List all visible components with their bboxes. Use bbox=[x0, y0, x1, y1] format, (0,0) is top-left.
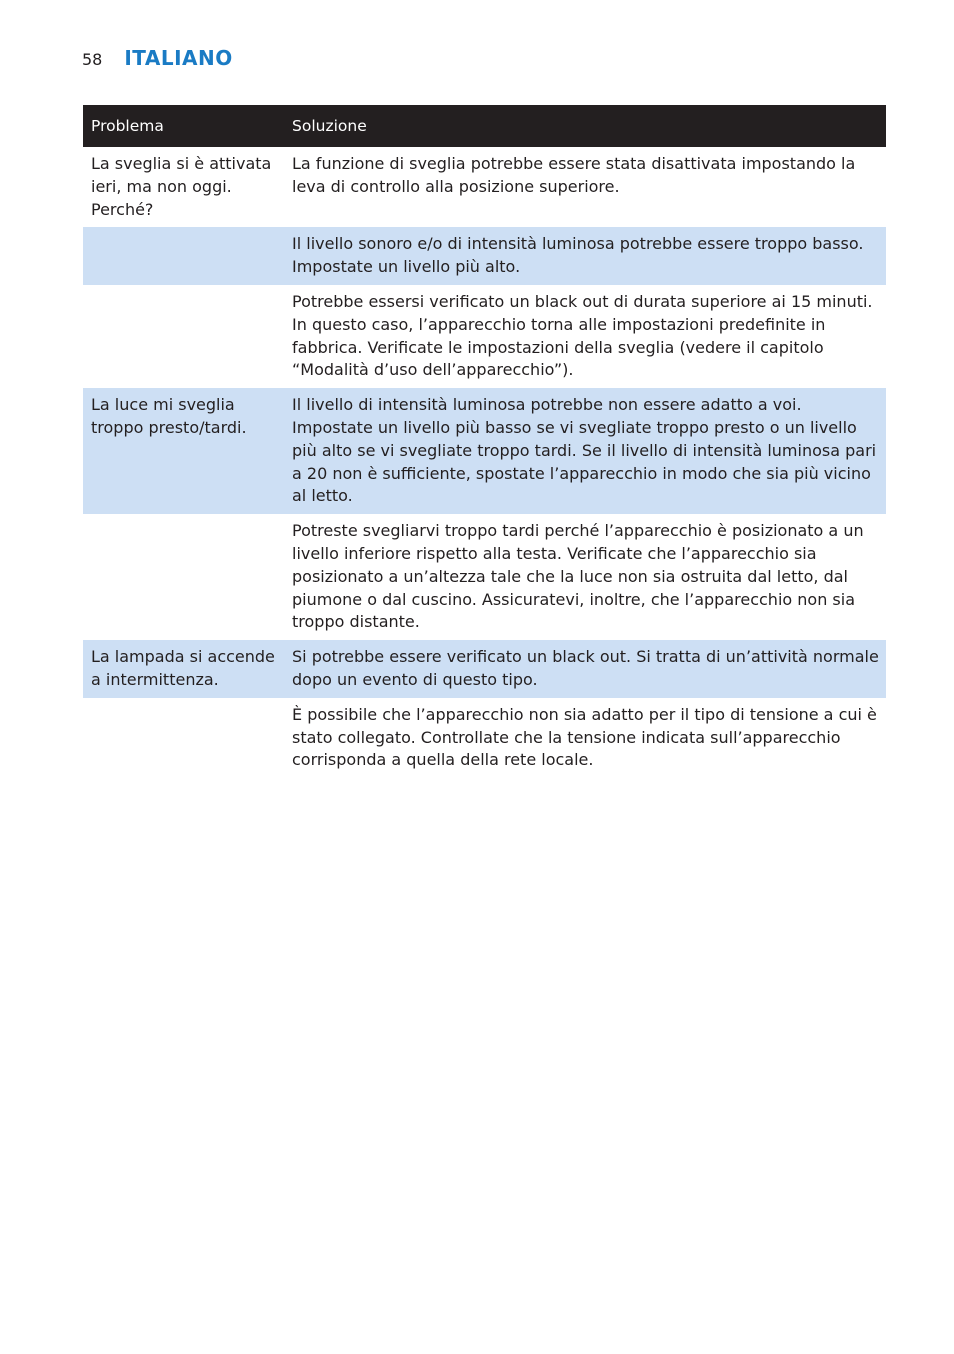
table-row bbox=[83, 698, 886, 778]
table-row bbox=[83, 227, 886, 285]
problem-cell bbox=[83, 514, 284, 640]
column-header-problem: Problema bbox=[83, 105, 284, 147]
solution-cell: Potreste svegliarvi troppo tardi perché l’apparecchio è posizionato a un livello inferiore rispetto alla testa. Verificate che l’apparecchio sia posizionato a un’altezza tale che la luce non sia ostruita dal letto, dal piumone o dal cuscino. Assicuratevi, inoltre, che l’apparecchio non sia troppo distante. bbox=[292, 521, 864, 632]
solution-cell: Il livello sonoro e/o di intensità luminosa potrebbe essere troppo basso. Impostate un livello più alto. bbox=[284, 227, 886, 285]
solution-cell: La funzione di sveglia potrebbe essere stata disattivata impostando la leva di controllo alla posizione superiore. bbox=[292, 154, 856, 196]
problem-cell bbox=[83, 698, 284, 778]
solution-cell: Potrebbe essersi verificato un black out di durata superiore ai 15 minuti. In questo caso, l’apparecchio torna alle impostazioni predefinite in fabbrica. Verificate le impostazioni della sveglia (vedere il capitolo “Modalità d’uso dell’apparecchio”). bbox=[292, 291, 873, 380]
table-row bbox=[83, 388, 886, 514]
language-title: ITALIANO bbox=[124, 46, 233, 70]
table-row bbox=[83, 514, 886, 640]
solution-cell: Si potrebbe essere verificato un black out. Si tratta di un’attività normale dopo un evento di questo tipo. bbox=[284, 640, 886, 698]
solution-cell: Il livello di intensità luminosa potrebbe non essere adatto a voi. Impostate un livello più basso se vi svegliate troppo presto o un livello più alto se vi svegliate troppo tardi. Se il livello di intensità luminosa pari a 20 non è sufficiente, spostate l’apparecchio in modo che sia più vicino al letto. bbox=[284, 388, 886, 514]
table-row bbox=[83, 147, 886, 227]
column-header-solution: Soluzione bbox=[284, 105, 886, 147]
page-header bbox=[82, 46, 233, 70]
problem-cell: La sveglia si è attivata ieri, ma non oggi. Perché? bbox=[91, 154, 272, 219]
table-row bbox=[83, 640, 886, 698]
solution-cell: È possibile che l’apparecchio non sia adatto per il tipo di tensione a cui è stato collegato. Controllate che la tensione indicata sull’apparecchio corrisponda a quella della rete locale. bbox=[292, 704, 877, 770]
problem-cell: La luce mi sveglia troppo presto/tardi. bbox=[83, 388, 284, 514]
table-header-row bbox=[83, 105, 886, 147]
problem-cell bbox=[83, 227, 284, 285]
problem-cell: La lampada si accende a intermittenza. bbox=[83, 640, 284, 698]
problem-cell bbox=[83, 285, 284, 388]
table-row bbox=[83, 285, 886, 388]
troubleshooting-table bbox=[83, 105, 886, 778]
page-number: 58 bbox=[82, 50, 103, 69]
